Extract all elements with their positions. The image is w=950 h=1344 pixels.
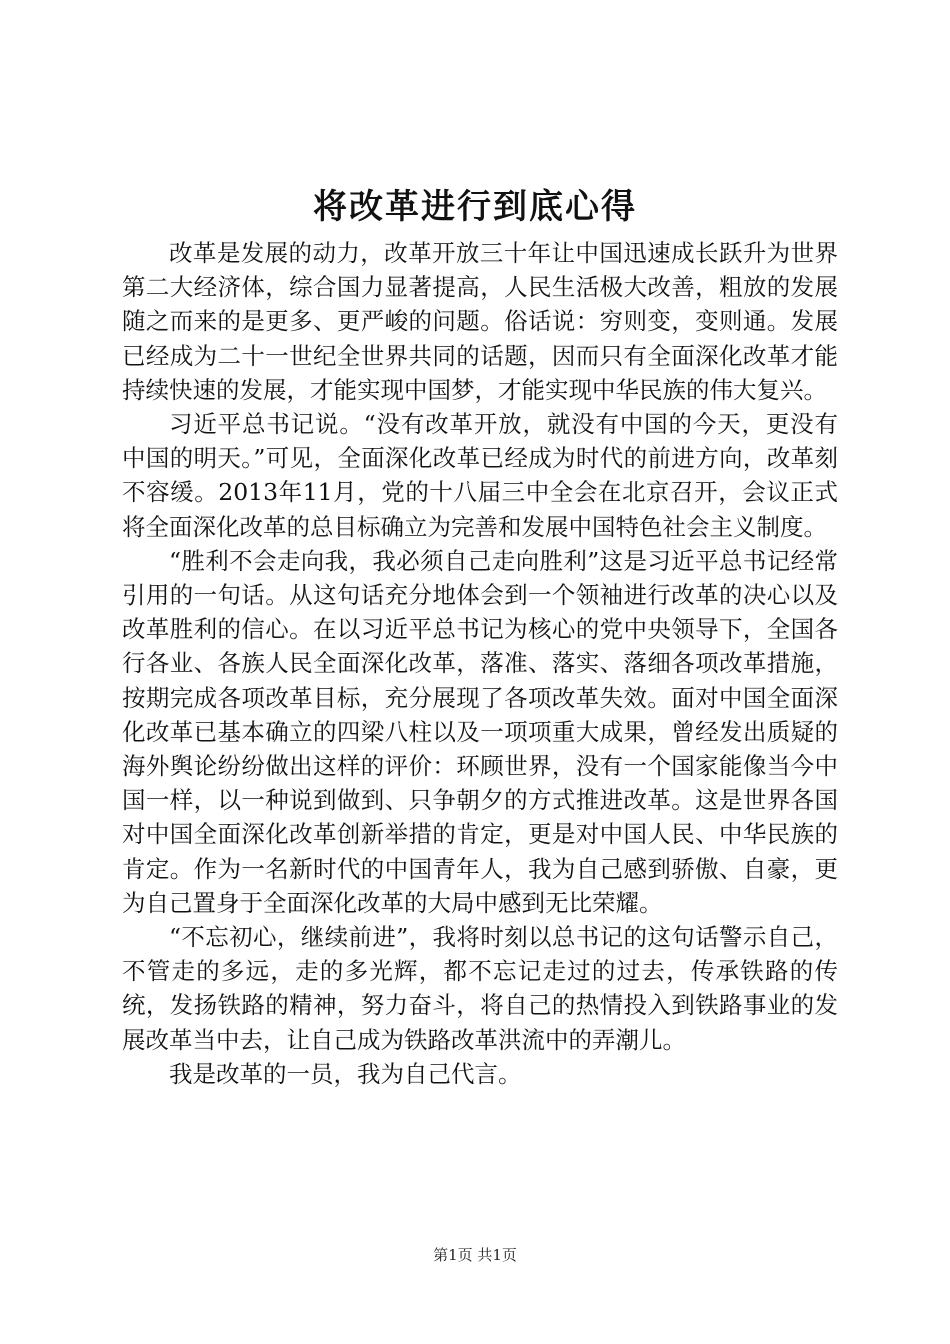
paragraph-2: 习近平总书记说。“没有改革开放，就没有中国的今天，更没有中国的明天。”可见，全面深化改革已经成为时代的前进方向，改革刻不容缓。2013年11月，党的十八届三中全会在北京召开，会议正式将全面深化改革的总目标确立为完善和发展中国特色社会主义制度。	[122, 410, 838, 541]
paragraph-4: “不忘初心，继续前进”，我将时刻以总书记的这句话警示自己，不管走的多远，走的多光辉，都不忘记走过的过去，传承铁路的传统，发扬铁路的精神，努力奋斗，将自己的热情投入到铁路事业的发展改革当中去，让自己成为铁路改革洪流中的弄潮儿。	[122, 923, 838, 1054]
page-footer: 第1页 共1页	[433, 1246, 517, 1264]
paragraph-1: 改革是发展的动力，改革开放三十年让中国迅速成长跃升为世界第二大经济体，综合国力显著提高，人民生活极大改善，粗放的发展随之而来的是更多、更严峻的问题。俗话说：穷则变，变则通。发展已经成为二十一世纪全世界共同的话题，因而只有全面深化改革才能持续快速的发展，才能实现中国梦，才能实现中华民族的伟大复兴。	[122, 239, 838, 404]
paragraph-5: 我是改革的一员，我为自己代言。	[169, 1059, 522, 1088]
paragraph-3: “胜利不会走向我，我必须自己走向胜利”这是习近平总书记经常引用的一句话。从这句话充分地体会到一个领袖进行改革的决心以及改革胜利的信心。在以习近平总书记为核心的党中央领导下，全国各行各业、各族人民全面深化改革，落准、落实、落细各项改革措施，按期完成各项改革目标，充分展现了各项改革失效。面对中国全面深化改革已基本确立的四梁八柱以及一项项重大成果，曾经发出质疑的海外舆论纷纷做出这样的评价：环顾世界，没有一个国家能像当今中国一样，以一种说到做到、只争朝夕的方式推进改革。这是世界各国对中国全面深化改革创新举措的肯定，更是对中国人民、中华民族的肯定。作为一名新时代的中国青年人，我为自己感到骄傲、自豪，更为自己置身于全面深化改革的大局中感到无比荣耀。	[122, 546, 838, 917]
document-title: 将改革进行到底心得	[313, 187, 637, 227]
document-body	[122, 236, 838, 1091]
